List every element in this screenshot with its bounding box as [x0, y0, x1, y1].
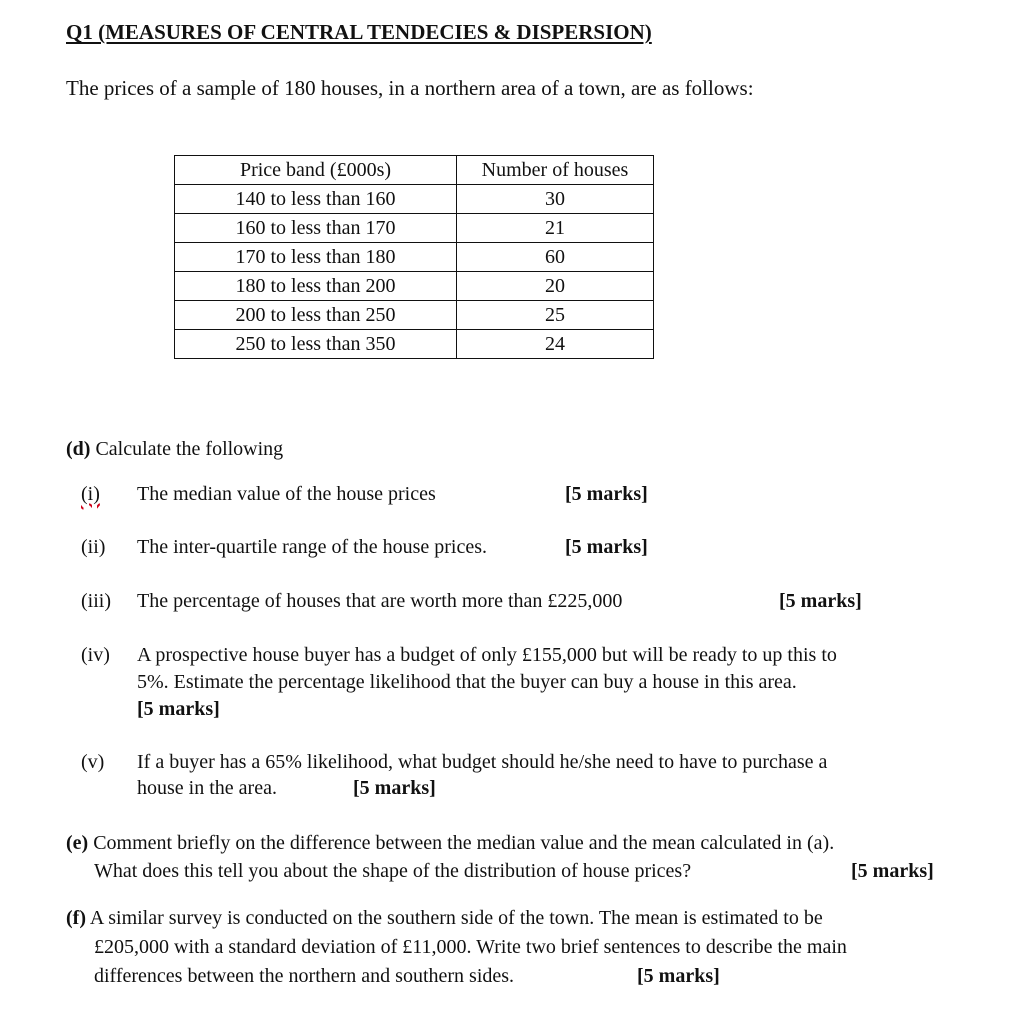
table-row: [175, 214, 654, 243]
item-text: If a buyer has a 65% likelihood, what budget should he/she need to have to purchase a: [137, 751, 828, 773]
price-band-cell: 250 to less than 350: [175, 330, 457, 359]
header-number-of-houses: Number of houses: [457, 156, 654, 185]
marks-d-iv: [5 marks]: [137, 698, 220, 720]
question-d-v-line1: [81, 749, 827, 776]
section-d-text: Calculate the following: [95, 438, 284, 460]
question-d-iv-line2: 5%. Estimate the percentage likelihood that the buyer can buy a house in this area.: [137, 671, 797, 693]
marks-e: [5 marks]: [851, 860, 934, 882]
section-e-line2: What does this tell you about the shape of the distribution of house prices?: [94, 860, 692, 882]
item-number: (i): [81, 483, 100, 505]
section-e-text: Comment briefly on the difference between the median value and the mean calculated in (a).: [93, 832, 835, 854]
section-f-line3: differences between the northern and southern sides.: [94, 965, 515, 987]
table-row: [175, 301, 654, 330]
section-f-line1: [66, 905, 823, 932]
price-band-cell: 180 to less than 200: [175, 272, 457, 301]
item-number: (v): [81, 751, 105, 773]
question-d-iii: [81, 588, 622, 615]
house-count-cell: 60: [457, 243, 654, 272]
price-band-cell: 160 to less than 170: [175, 214, 457, 243]
item-number: (ii): [81, 536, 106, 558]
price-band-cell: 200 to less than 250: [175, 301, 457, 330]
marks-d-iii: [5 marks]: [779, 590, 862, 612]
price-band-cell: 140 to less than 160: [175, 185, 457, 214]
marks-d-ii: [5 marks]: [565, 536, 648, 558]
house-count-cell: 21: [457, 214, 654, 243]
question-title: Q1 (MEASURES OF CENTRAL TENDECIES & DISPERSION): [66, 20, 652, 44]
item-number: (iii): [81, 590, 111, 612]
question-d-v-line2: house in the area.: [137, 777, 277, 799]
price-band-cell: 170 to less than 180: [175, 243, 457, 272]
item-number: (iv): [81, 644, 110, 666]
house-count-cell: 25: [457, 301, 654, 330]
question-d-i: [81, 481, 436, 508]
section-d-label: (d): [66, 438, 91, 460]
header-price-band: Price band (£000s): [175, 156, 457, 185]
section-f-text: A similar survey is conducted on the southern side of the town. The mean is estimated to be: [89, 907, 823, 929]
section-e-label: (e): [66, 832, 89, 854]
question-d-iv-line1: [81, 642, 837, 669]
marks-d-v: [5 marks]: [353, 777, 436, 799]
marks-d-i: [5 marks]: [565, 483, 648, 505]
house-count-cell: 24: [457, 330, 654, 359]
question-d-ii: [81, 534, 487, 561]
section-f-line2: £205,000 with a standard deviation of £11,000. Write two brief sentences to describe the main: [94, 936, 847, 958]
item-text: The median value of the house prices: [137, 483, 436, 505]
intro-text: The prices of a sample of 180 houses, in a northern area of a town, are as follows:: [66, 76, 754, 100]
item-text: The inter-quartile range of the house prices.: [137, 536, 488, 558]
item-text: A prospective house buyer has a budget of only £155,000 but will be ready to up this to: [137, 644, 837, 666]
house-count-cell: 20: [457, 272, 654, 301]
price-table: [174, 155, 654, 359]
section-d-heading: [66, 436, 283, 463]
table-row: [175, 330, 654, 359]
section-f-label: (f): [66, 907, 86, 929]
marks-f: [5 marks]: [637, 965, 720, 987]
table-row: [175, 243, 654, 272]
section-e-line1: [66, 830, 834, 857]
table-row: [175, 185, 654, 214]
house-count-cell: 30: [457, 185, 654, 214]
table-row: [175, 272, 654, 301]
item-text: The percentage of houses that are worth more than £225,000: [137, 590, 623, 612]
table-header-row: [175, 156, 654, 185]
